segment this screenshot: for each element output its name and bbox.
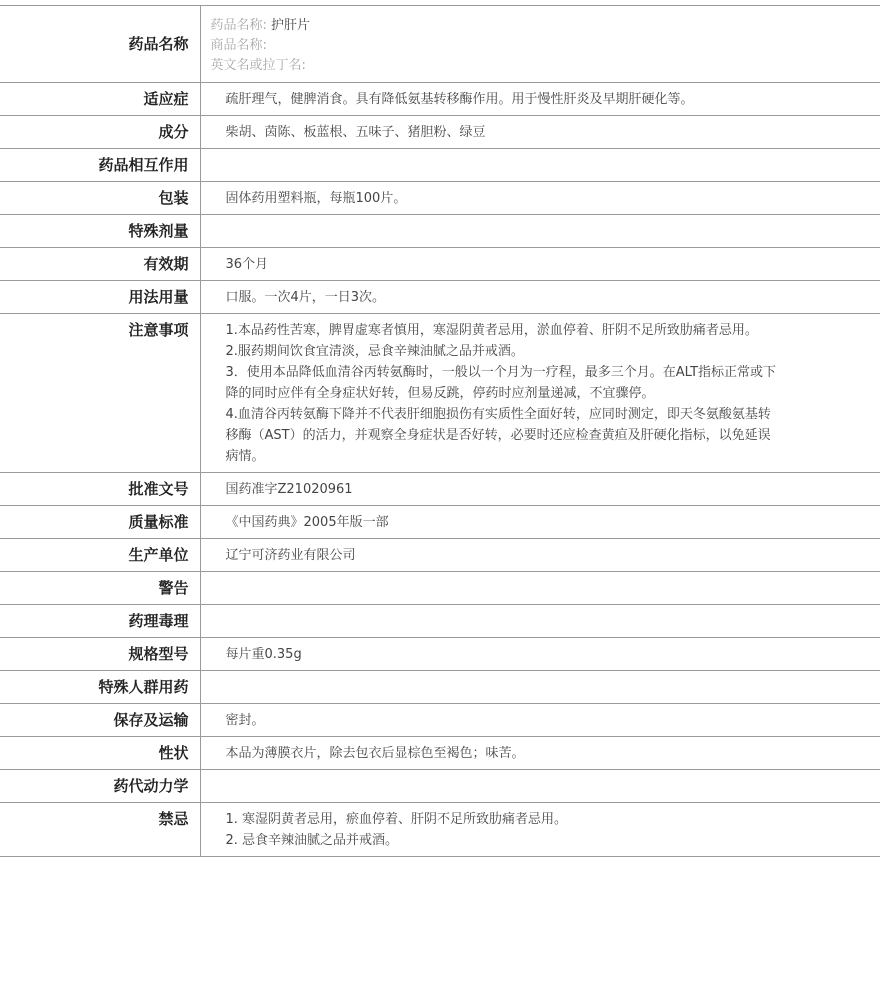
value-ingredients: 柴胡、茵陈、板蓝根、五味子、猪胆粉、绿豆 — [200, 116, 880, 149]
value-storage: 密封。 — [200, 704, 880, 737]
row-indication — [0, 83, 880, 116]
value-validity: 36个月 — [200, 248, 880, 281]
label-storage: 保存及运输 — [0, 704, 200, 737]
label-special-dosage: 特殊剂量 — [0, 215, 200, 248]
value-package: 固体药用塑料瓶，每瓶100片。 — [200, 182, 880, 215]
label-warning: 警告 — [0, 572, 200, 605]
trade-name-key: 商品名称: — [210, 38, 267, 53]
label-pharmacology: 药理毒理 — [0, 605, 200, 638]
drug-spec-table — [0, 5, 880, 857]
value-warning — [200, 572, 880, 605]
label-precautions: 注意事项 — [0, 314, 200, 473]
row-standard — [0, 506, 880, 539]
label-interactions: 药品相互作用 — [0, 149, 200, 182]
label-spec: 规格型号 — [0, 638, 200, 671]
precaution-item: 1.本品药性苦寒，脾胃虚寒者慎用，寒湿阴黄者忌用，淤血停着、肝阴不足所致肋痛者忌用。 — [225, 323, 758, 338]
row-special-groups — [0, 671, 880, 704]
row-approval — [0, 473, 880, 506]
empty-interactions — [226, 155, 781, 176]
label-appearance: 性状 — [0, 737, 200, 770]
label-indication: 适应症 — [0, 83, 200, 116]
row-pharmacokinetics — [0, 770, 880, 803]
row-pharmacology — [0, 605, 880, 638]
row-usage — [0, 281, 880, 314]
row-appearance — [0, 737, 880, 770]
value-usage: 口服。一次4片，一日3次。 — [200, 281, 880, 314]
empty-warning — [226, 578, 781, 599]
trade-name-line — [211, 36, 861, 56]
value-appearance: 本品为薄膜衣片，除去包衣后显棕色至褐色；味苦。 — [200, 737, 880, 770]
value-drug-name — [200, 6, 880, 83]
label-special-groups: 特殊人群用药 — [0, 671, 200, 704]
value-indication: 疏肝理气，健脾消食。具有降低氨基转移酶作用。用于慢性肝炎及早期肝硬化等。 — [200, 83, 880, 116]
label-manufacturer: 生产单位 — [0, 539, 200, 572]
label-approval: 批准文号 — [0, 473, 200, 506]
label-usage: 用法用量 — [0, 281, 200, 314]
row-contraindications — [0, 803, 880, 857]
row-package — [0, 182, 880, 215]
row-ingredients — [0, 116, 880, 149]
english-name-line — [211, 56, 861, 76]
precaution-item: 3．使用本品降低血清谷丙转氨酶时，一般以一个月为一疗程，最多三个月。在ALT指标正常或下降的同时应伴有全身症状好转，但易反跳，停药时应剂量递减，不宜骤停。 — [225, 365, 777, 401]
value-spec: 每片重0.35g — [200, 638, 880, 671]
value-interactions — [200, 149, 880, 182]
generic-name-key: 药品名称: — [210, 18, 267, 33]
value-manufacturer: 辽宁可济药业有限公司 — [200, 539, 880, 572]
precaution-item: 2.服药期间饮食宜清淡，忌食辛辣油腻之品并戒酒。 — [225, 344, 524, 359]
row-validity — [0, 248, 880, 281]
generic-name-line — [211, 16, 861, 36]
row-warning — [0, 572, 880, 605]
label-ingredients: 成分 — [0, 116, 200, 149]
drug-spec-page — [0, 5, 880, 857]
row-precautions — [0, 314, 880, 473]
value-contraindications — [200, 803, 880, 857]
row-special-dosage — [0, 215, 880, 248]
label-pharmacokinetics: 药代动力学 — [0, 770, 200, 803]
contraindication-item: 2. 忌食辛辣油腻之品并戒酒。 — [225, 833, 399, 848]
label-package: 包装 — [0, 182, 200, 215]
label-standard: 质量标准 — [0, 506, 200, 539]
value-precautions — [200, 314, 880, 473]
row-interactions — [0, 149, 880, 182]
label-validity: 有效期 — [0, 248, 200, 281]
row-drug-name — [0, 6, 880, 83]
empty-special-dosage — [226, 221, 781, 242]
row-storage — [0, 704, 880, 737]
row-spec — [0, 638, 880, 671]
empty-special-groups — [226, 677, 781, 698]
empty-pharmacokinetics — [226, 776, 781, 797]
precaution-item: 4.血清谷丙转氨酶下降并不代表肝细胞损伤有实质性全面好转，应同时测定，即天冬氨酸氨基转移酶（AST）的活力，并观察全身症状是否好转，必要时还应检查黄疸及肝硬化指标，以免延误病情。 — [225, 407, 771, 464]
generic-name-value: 护肝片 — [271, 18, 311, 33]
value-approval: 国药准字Z21020961 — [200, 473, 880, 506]
value-pharmacokinetics — [200, 770, 880, 803]
contraindication-item: 1. 寒湿阴黄者忌用，瘀血停着、肝阴不足所致肋痛者忌用。 — [225, 812, 568, 827]
value-pharmacology — [200, 605, 880, 638]
english-name-key: 英文名或拉丁名: — [210, 58, 306, 73]
value-special-dosage — [200, 215, 880, 248]
label-contraindications: 禁忌 — [0, 803, 200, 857]
row-manufacturer — [0, 539, 880, 572]
value-special-groups — [200, 671, 880, 704]
empty-pharmacology — [226, 611, 781, 632]
label-drug-name: 药品名称 — [0, 6, 200, 83]
value-standard: 《中国药典》2005年版一部 — [200, 506, 880, 539]
